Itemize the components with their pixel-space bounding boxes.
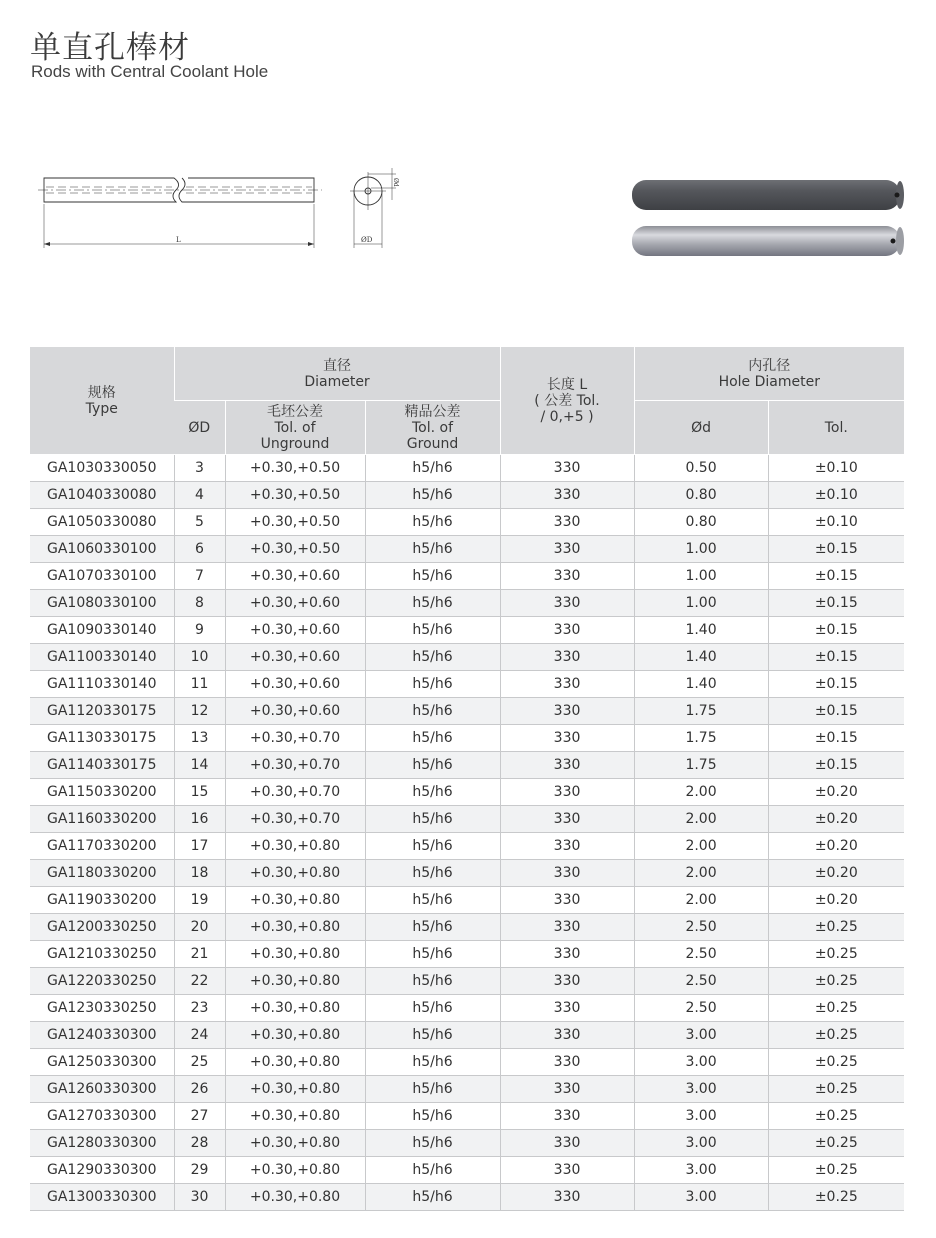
cell-length: 330	[500, 509, 634, 536]
cell-hole-d: 1.75	[634, 725, 768, 752]
cell-ground-tol: h5/h6	[365, 563, 500, 590]
cell-type: GA1160330200	[30, 806, 174, 833]
cell-length: 330	[500, 482, 634, 509]
cell-hole-tol: ±0.25	[768, 995, 904, 1022]
rod-product-photo	[628, 174, 908, 260]
header-hole-diameter: 内孔径 Hole Diameter	[634, 347, 904, 401]
cell-od: 10	[174, 644, 225, 671]
cell-od: 8	[174, 590, 225, 617]
cell-hole-tol: ±0.15	[768, 698, 904, 725]
cell-hole-tol: ±0.25	[768, 1103, 904, 1130]
table-row	[30, 590, 904, 617]
cell-hole-tol: ±0.15	[768, 725, 904, 752]
cell-unground-tol: +0.30,+0.60	[225, 563, 365, 590]
cell-hole-d: 1.75	[634, 698, 768, 725]
table-row	[30, 887, 904, 914]
cell-od: 13	[174, 725, 225, 752]
cell-od: 19	[174, 887, 225, 914]
cell-hole-d: 2.00	[634, 887, 768, 914]
cell-ground-tol: h5/h6	[365, 455, 500, 482]
header-hole-d: Ød	[634, 401, 768, 455]
cell-ground-tol: h5/h6	[365, 1103, 500, 1130]
table-row	[30, 941, 904, 968]
cell-unground-tol: +0.30,+0.80	[225, 1184, 365, 1211]
cell-hole-tol: ±0.20	[768, 779, 904, 806]
cell-ground-tol: h5/h6	[365, 806, 500, 833]
cell-ground-tol: h5/h6	[365, 860, 500, 887]
header-length: 长度 L ( 公差 Tol. / 0,+5 )	[500, 347, 634, 455]
cell-hole-tol: ±0.15	[768, 752, 904, 779]
table-row	[30, 779, 904, 806]
cell-length: 330	[500, 1022, 634, 1049]
cell-length: 330	[500, 671, 634, 698]
cell-od: 15	[174, 779, 225, 806]
table-row	[30, 536, 904, 563]
cell-length: 330	[500, 1103, 634, 1130]
table-row	[30, 752, 904, 779]
cell-hole-tol: ±0.20	[768, 833, 904, 860]
cell-unground-tol: +0.30,+0.80	[225, 968, 365, 995]
cell-hole-d: 2.50	[634, 941, 768, 968]
cell-hole-tol: ±0.10	[768, 509, 904, 536]
cell-od: 12	[174, 698, 225, 725]
spec-table	[30, 347, 904, 1211]
header-unground-tol: 毛坯公差 Tol. of Unground	[225, 401, 365, 455]
header-hole-tol: Tol.	[768, 401, 904, 455]
cell-ground-tol: h5/h6	[365, 914, 500, 941]
cell-od: 28	[174, 1130, 225, 1157]
cell-unground-tol: +0.30,+0.80	[225, 1103, 365, 1130]
cell-type: GA1080330100	[30, 590, 174, 617]
table-row	[30, 455, 904, 482]
cell-hole-d: 2.50	[634, 968, 768, 995]
cell-unground-tol: +0.30,+0.80	[225, 1157, 365, 1184]
cell-hole-d: 0.80	[634, 482, 768, 509]
cell-hole-d: 2.00	[634, 860, 768, 887]
cell-hole-tol: ±0.15	[768, 617, 904, 644]
cell-od: 21	[174, 941, 225, 968]
cell-type: GA1140330175	[30, 752, 174, 779]
cell-unground-tol: +0.30,+0.60	[225, 671, 365, 698]
cell-type: GA1210330250	[30, 941, 174, 968]
cell-hole-d: 1.40	[634, 644, 768, 671]
cell-ground-tol: h5/h6	[365, 833, 500, 860]
cell-unground-tol: +0.30,+0.80	[225, 887, 365, 914]
cell-unground-tol: +0.30,+0.80	[225, 914, 365, 941]
cell-unground-tol: +0.30,+0.80	[225, 1022, 365, 1049]
cell-type: GA1050330080	[30, 509, 174, 536]
cell-type: GA1190330200	[30, 887, 174, 914]
cell-unground-tol: +0.30,+0.50	[225, 509, 365, 536]
cell-type: GA1180330200	[30, 860, 174, 887]
cell-type: GA1280330300	[30, 1130, 174, 1157]
cell-unground-tol: +0.30,+0.60	[225, 617, 365, 644]
cell-type: GA1120330175	[30, 698, 174, 725]
cell-hole-d: 3.00	[634, 1103, 768, 1130]
cell-hole-d: 1.40	[634, 617, 768, 644]
cell-length: 330	[500, 1157, 634, 1184]
cell-od: 9	[174, 617, 225, 644]
cell-unground-tol: +0.30,+0.70	[225, 779, 365, 806]
cell-length: 330	[500, 617, 634, 644]
cell-unground-tol: +0.30,+0.50	[225, 455, 365, 482]
table-row	[30, 860, 904, 887]
cell-unground-tol: +0.30,+0.60	[225, 644, 365, 671]
spec-table-body	[30, 455, 904, 1211]
cell-hole-d: 1.00	[634, 536, 768, 563]
cell-od: 24	[174, 1022, 225, 1049]
table-row	[30, 1022, 904, 1049]
cell-hole-d: 3.00	[634, 1130, 768, 1157]
cell-ground-tol: h5/h6	[365, 590, 500, 617]
cell-type: GA1150330200	[30, 779, 174, 806]
cell-hole-d: 3.00	[634, 1022, 768, 1049]
cell-length: 330	[500, 698, 634, 725]
cell-hole-d: 2.00	[634, 806, 768, 833]
cell-ground-tol: h5/h6	[365, 671, 500, 698]
cell-od: 14	[174, 752, 225, 779]
cell-ground-tol: h5/h6	[365, 968, 500, 995]
cell-ground-tol: h5/h6	[365, 617, 500, 644]
cell-od: 18	[174, 860, 225, 887]
table-row	[30, 1049, 904, 1076]
cell-type: GA1040330080	[30, 482, 174, 509]
cell-hole-d: 1.00	[634, 563, 768, 590]
cell-ground-tol: h5/h6	[365, 1049, 500, 1076]
cell-od: 25	[174, 1049, 225, 1076]
cell-hole-d: 1.00	[634, 590, 768, 617]
cell-length: 330	[500, 1184, 634, 1211]
cell-od: 20	[174, 914, 225, 941]
cell-hole-tol: ±0.25	[768, 1049, 904, 1076]
cell-od: 5	[174, 509, 225, 536]
cell-length: 330	[500, 779, 634, 806]
cell-hole-d: 2.50	[634, 914, 768, 941]
cell-unground-tol: +0.30,+0.80	[225, 1130, 365, 1157]
cell-length: 330	[500, 1130, 634, 1157]
cell-unground-tol: +0.30,+0.80	[225, 1049, 365, 1076]
cell-hole-d: 0.80	[634, 509, 768, 536]
cell-od: 7	[174, 563, 225, 590]
rod-technical-drawing	[36, 160, 416, 255]
cell-unground-tol: +0.30,+0.80	[225, 1076, 365, 1103]
cell-length: 330	[500, 806, 634, 833]
table-row	[30, 968, 904, 995]
cell-ground-tol: h5/h6	[365, 1157, 500, 1184]
cell-type: GA1130330175	[30, 725, 174, 752]
table-row	[30, 914, 904, 941]
table-row	[30, 617, 904, 644]
table-row	[30, 995, 904, 1022]
cell-ground-tol: h5/h6	[365, 482, 500, 509]
cell-ground-tol: h5/h6	[365, 1022, 500, 1049]
cell-hole-d: 3.00	[634, 1184, 768, 1211]
cell-ground-tol: h5/h6	[365, 941, 500, 968]
cell-hole-tol: ±0.10	[768, 455, 904, 482]
table-row	[30, 1130, 904, 1157]
cell-unground-tol: +0.30,+0.50	[225, 482, 365, 509]
cell-ground-tol: h5/h6	[365, 536, 500, 563]
cell-type: GA1110330140	[30, 671, 174, 698]
cell-type: GA1100330140	[30, 644, 174, 671]
cell-unground-tol: +0.30,+0.70	[225, 725, 365, 752]
cell-ground-tol: h5/h6	[365, 752, 500, 779]
cell-od: 26	[174, 1076, 225, 1103]
cell-hole-tol: ±0.25	[768, 1157, 904, 1184]
cell-hole-tol: ±0.20	[768, 806, 904, 833]
cell-length: 330	[500, 725, 634, 752]
table-row	[30, 1157, 904, 1184]
cell-od: 30	[174, 1184, 225, 1211]
cell-unground-tol: +0.30,+0.80	[225, 995, 365, 1022]
cell-od: 11	[174, 671, 225, 698]
cell-length: 330	[500, 536, 634, 563]
cell-hole-d: 1.75	[634, 752, 768, 779]
cell-hole-d: 0.50	[634, 455, 768, 482]
page-title-en: Rods with Central Coolant Hole	[31, 62, 269, 81]
cell-od: 3	[174, 455, 225, 482]
cell-length: 330	[500, 995, 634, 1022]
cell-type: GA1270330300	[30, 1103, 174, 1130]
cell-ground-tol: h5/h6	[365, 1076, 500, 1103]
header-od: ØD	[174, 401, 225, 455]
cell-ground-tol: h5/h6	[365, 779, 500, 806]
cell-od: 23	[174, 995, 225, 1022]
hole-label: Ød	[392, 178, 399, 187]
cell-type: GA1070330100	[30, 563, 174, 590]
cell-od: 27	[174, 1103, 225, 1130]
cell-type: GA1250330300	[30, 1049, 174, 1076]
cell-hole-tol: ±0.25	[768, 968, 904, 995]
header-type: 规格 Type	[30, 347, 174, 455]
cell-ground-tol: h5/h6	[365, 1184, 500, 1211]
cell-hole-tol: ±0.20	[768, 887, 904, 914]
cell-od: 4	[174, 482, 225, 509]
cell-hole-tol: ±0.25	[768, 914, 904, 941]
cell-length: 330	[500, 563, 634, 590]
cell-hole-d: 2.50	[634, 995, 768, 1022]
page-title-cn: 单直孔棒材	[30, 30, 190, 66]
cell-type: GA1090330140	[30, 617, 174, 644]
cell-unground-tol: +0.30,+0.50	[225, 536, 365, 563]
table-row	[30, 671, 904, 698]
cell-length: 330	[500, 590, 634, 617]
cell-ground-tol: h5/h6	[365, 995, 500, 1022]
cell-hole-d: 2.00	[634, 779, 768, 806]
cell-type: GA1030330050	[30, 455, 174, 482]
cell-hole-d: 3.00	[634, 1157, 768, 1184]
table-row	[30, 509, 904, 536]
length-label: L	[176, 236, 181, 244]
header-diameter: 直径 Diameter	[174, 347, 500, 401]
cell-type: GA1300330300	[30, 1184, 174, 1211]
cell-length: 330	[500, 1076, 634, 1103]
cell-length: 330	[500, 860, 634, 887]
table-row	[30, 1103, 904, 1130]
cell-hole-tol: ±0.25	[768, 941, 904, 968]
cell-hole-tol: ±0.15	[768, 590, 904, 617]
cell-length: 330	[500, 644, 634, 671]
cell-length: 330	[500, 968, 634, 995]
cell-type: GA1230330250	[30, 995, 174, 1022]
cell-od: 16	[174, 806, 225, 833]
cell-od: 22	[174, 968, 225, 995]
cell-ground-tol: h5/h6	[365, 644, 500, 671]
cell-type: GA1060330100	[30, 536, 174, 563]
ground-rod	[632, 226, 904, 256]
cell-type: GA1260330300	[30, 1076, 174, 1103]
table-row	[30, 1184, 904, 1211]
cell-unground-tol: +0.30,+0.60	[225, 698, 365, 725]
cell-hole-tol: ±0.15	[768, 671, 904, 698]
cell-hole-d: 3.00	[634, 1076, 768, 1103]
cell-hole-tol: ±0.25	[768, 1184, 904, 1211]
table-row	[30, 698, 904, 725]
cell-unground-tol: +0.30,+0.70	[225, 752, 365, 779]
cell-type: GA1240330300	[30, 1022, 174, 1049]
cell-ground-tol: h5/h6	[365, 887, 500, 914]
cell-length: 330	[500, 914, 634, 941]
cell-length: 330	[500, 941, 634, 968]
cell-length: 330	[500, 1049, 634, 1076]
cell-type: GA1220330250	[30, 968, 174, 995]
diameter-label: ØD	[361, 236, 373, 244]
cell-od: 29	[174, 1157, 225, 1184]
cell-od: 17	[174, 833, 225, 860]
cell-type: GA1200330250	[30, 914, 174, 941]
cell-length: 330	[500, 752, 634, 779]
cell-ground-tol: h5/h6	[365, 725, 500, 752]
cell-hole-tol: ±0.25	[768, 1076, 904, 1103]
cell-ground-tol: h5/h6	[365, 698, 500, 725]
cell-type: GA1290330300	[30, 1157, 174, 1184]
table-row	[30, 725, 904, 752]
table-row	[30, 563, 904, 590]
cell-length: 330	[500, 455, 634, 482]
cell-hole-d: 2.00	[634, 833, 768, 860]
cell-hole-tol: ±0.15	[768, 644, 904, 671]
cell-hole-d: 1.40	[634, 671, 768, 698]
cell-hole-tol: ±0.25	[768, 1022, 904, 1049]
unground-rod	[632, 180, 904, 210]
header-ground-tol: 精品公差 Tol. of Ground	[365, 401, 500, 455]
table-row	[30, 1076, 904, 1103]
cell-length: 330	[500, 833, 634, 860]
cell-unground-tol: +0.30,+0.80	[225, 860, 365, 887]
table-row	[30, 644, 904, 671]
cell-unground-tol: +0.30,+0.70	[225, 806, 365, 833]
cell-unground-tol: +0.30,+0.60	[225, 590, 365, 617]
cell-hole-tol: ±0.15	[768, 536, 904, 563]
cell-unground-tol: +0.30,+0.80	[225, 833, 365, 860]
cell-type: GA1170330200	[30, 833, 174, 860]
cell-hole-tol: ±0.15	[768, 563, 904, 590]
cell-ground-tol: h5/h6	[365, 509, 500, 536]
cell-hole-tol: ±0.25	[768, 1130, 904, 1157]
table-row	[30, 482, 904, 509]
cell-hole-tol: ±0.10	[768, 482, 904, 509]
cell-ground-tol: h5/h6	[365, 1130, 500, 1157]
cell-hole-tol: ±0.20	[768, 860, 904, 887]
cell-od: 6	[174, 536, 225, 563]
cell-length: 330	[500, 887, 634, 914]
cell-unground-tol: +0.30,+0.80	[225, 941, 365, 968]
cell-hole-d: 3.00	[634, 1049, 768, 1076]
table-row	[30, 806, 904, 833]
table-row	[30, 833, 904, 860]
